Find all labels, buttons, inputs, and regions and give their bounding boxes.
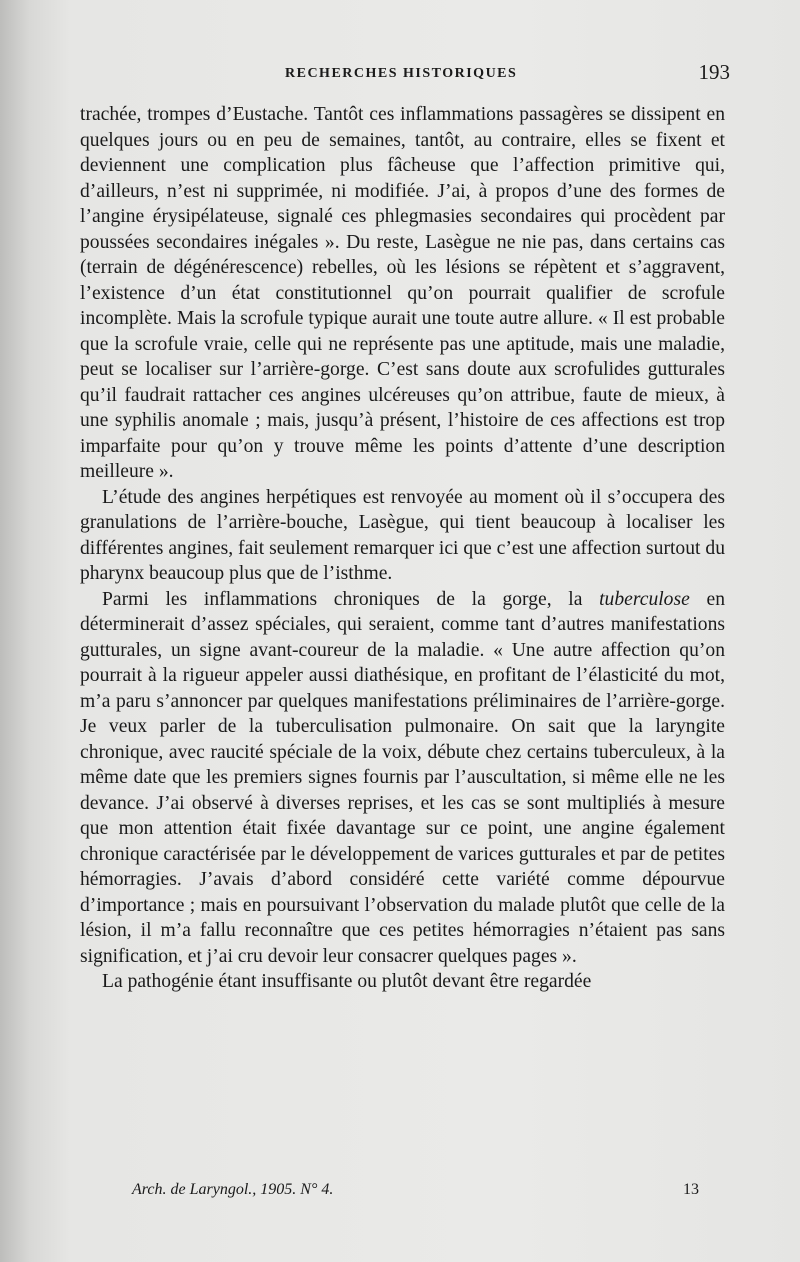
emphasis-tuberculose: tuberculose xyxy=(599,588,690,610)
journal-reference: Arch. de Laryngol., 1905. N° 4. xyxy=(132,1181,334,1198)
body-text xyxy=(80,102,725,995)
running-title: RECHERCHES HISTORIQUES xyxy=(285,66,518,81)
paragraph-text: Parmi les inflammations chroniques de la gorge, la xyxy=(102,588,600,610)
paragraph-text: L’étude des angines herpétiques est renvoyée au moment où il s’occupera des granulations de l’arrière-bouche, Lasègue, qui tient beaucoup à localiser les différentes angines, fait seulement remarquer ici que c’est une affection surtout du pharynx beaucoup plus que de l’isthme. xyxy=(80,486,725,584)
page-footer xyxy=(80,1181,725,1211)
page-number: 193 xyxy=(698,60,730,84)
signature-mark: 13 xyxy=(683,1181,699,1198)
paragraph-2 xyxy=(80,485,725,587)
paragraph-text: en déterminerait d’assez spéciales, qui seraient, comme tant d’autres manifestations gutturales, un signe avant-coureur de la maladie. « Une autre affection qu’on pourrait à la rigueur appeler aussi diathésique, en profitant de l’élasticité du mot, m’a paru s’annoncer par quelques manifestations préliminaires de l’arrière-gorge. Je veux parler de la tuberculisation pulmonaire. On sait que la laryngite chronique, avec raucité spéciale de la voix, débute chez certains tuberculeux, à la même date que les premiers signes fournis par l’auscultation, si même elle ne les devance. J’ai observé à diverses reprises, et les cas se sont multipliés à mesure que mon attention était fixée davantage sur ce point, une angine également chronique caractérisée par le développement de varices gutturales et par de petites hémorragies. J’avais d’abord considéré cette variété comme dépourvue d’importance ; mais en poursuivant l’observation du malade plutôt que celle de la lésion, il m’a fallu reconnaître que ces petites hémorragies n’étaient pas sans signification, et j’ai cru devoir leur consacrer quelques pages ». xyxy=(80,588,725,967)
paragraph-3 xyxy=(80,587,725,970)
paragraph-4 xyxy=(80,969,725,995)
paragraph-text: La pathogénie étant insuffisante ou plutôt devant être regardée xyxy=(102,971,592,992)
paragraph-1 xyxy=(80,102,725,485)
paragraph-text: trachée, trompes d’Eustache. Tantôt ces inflammations passagères se dissipent en quelques jours ou en peu de semaines, tantôt, au contraire, elles se fixent et deviennent une complication plus fâcheuse que l’affection primitive qui, d’ailleurs, n’est ni supprimée, ni modifiée. J’ai, à propos d’une des formes de l’angine érysipélateuse, signalé ces phlegmasies secondaires qui procèdent par poussées secondaires inégales ». Du reste, Lasègue ne nie pas, dans certains cas (terrain de dégénérescence) rebelles, où les lésions se répètent et s’aggravent, l’existence d’un état constitutionnel qu’on pourrait qualifier de scrofule incomplète. Mais la scrofule typique aurait une toute autre allure. « Il est probable que la scrofule vraie, celle qui ne représente pas une aptitude, mais une maladie, peut se localiser sur l’arrière-gorge. C’est sans doute aux scrofulides gutturales qu’il faudrait rattacher ces angines ulcéreuses qu’on attribue, faute de mieux, à une syphilis anomale ; mais, jusqu’à présent, l’histoire de ces affections est trop imparfaite pour qu’on y trouve même les points d’attente d’une description meilleure ». xyxy=(80,104,725,482)
page-header xyxy=(80,60,730,90)
